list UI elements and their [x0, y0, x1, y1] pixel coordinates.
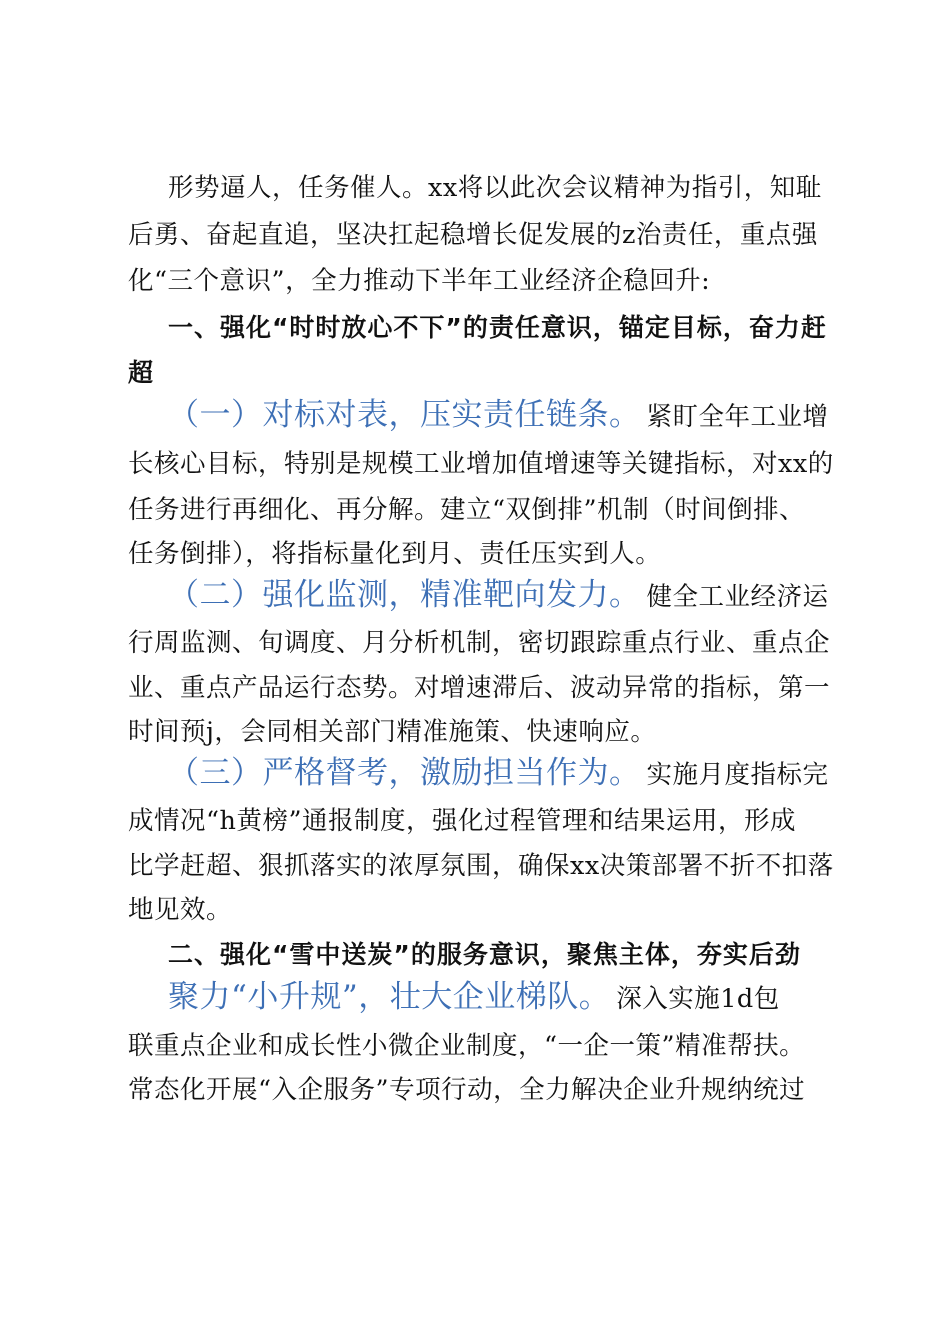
section2-item1-first-line: [168, 980, 780, 1016]
section1-item3-first-line: [168, 756, 829, 792]
section1-item2-line-3: 业、重点产品运行态势。对增速滞后、波动异常的指标，第一: [128, 673, 831, 703]
section1-item3-text-start: 实施月度指标完: [646, 760, 829, 790]
section1-item1-line-3: 任务进行再细化、再分解。建立“双倒排”机制（时间倒排、: [128, 495, 806, 525]
section1-item2-title: （二）强化监测，精准靶向发力: [168, 577, 609, 613]
section1-item3-line-2: 成情况“h黄榜”通报制度，强化过程管理和结果运用，形成: [128, 806, 796, 836]
section1-item2-first-line: [168, 578, 829, 614]
section1-item3-line-3: 比学赶超、狠抓落实的浓厚氛围，确保xx决策部署不折不扣落: [128, 851, 834, 881]
intro-line-2: 后勇、奋起直追，坚决扛起稳增长促发展的z治责任，重点强: [128, 220, 818, 250]
section1-heading-line-1: 一、强化“时时放心不下”的责任意识，锚定目标，奋力赶: [168, 313, 827, 342]
section2-item1-title: 聚力“小升规”，壮大企业梯队: [168, 979, 579, 1015]
section1-item1-first-line: [168, 398, 829, 434]
section2-item1-line-2: 联重点企业和成长性小微企业制度，“一企一策”精准帮扶。: [128, 1031, 806, 1061]
section1-item1-title-end: 。: [609, 397, 641, 433]
section2-item1-text-start: 深入实施1d包: [616, 984, 780, 1014]
section2-item1-title-end: 。: [578, 979, 611, 1015]
section1-item1-title: （一）对标对表，压实责任链条: [168, 397, 609, 433]
section1-item1-text-start: 紧盯全年工业增: [646, 402, 829, 432]
section1-item3-title-end: 。: [609, 755, 641, 791]
section1-item3-line-4: 地见效。: [128, 895, 233, 925]
intro-line-1: 形势逼人，任务催人。xx将以此次会议精神为指引，知耻: [168, 173, 822, 203]
section1-item3-title: （三）严格督考，激励担当作为: [168, 755, 609, 791]
intro-line-3: 化“三个意识”，全力推动下半年工业经济企稳回升:: [128, 266, 711, 296]
section1-item2-line-4: 时间预j，会同相关部门精准施策、快速响应。: [128, 717, 657, 747]
section1-item1-line-2: 长核心目标，特别是规模工业增加值增速等关键指标，对xx的: [128, 449, 834, 479]
section1-item2-line-2: 行周监测、旬调度、月分析机制，密切跟踪重点行业、重点企: [128, 628, 831, 658]
section2-heading: 二、强化“雪中送炭”的服务意识，聚焦主体，夯实后劲: [168, 940, 801, 969]
section1-item2-text-start: 健全工业经济运: [646, 582, 829, 612]
section1-item2-title-end: 。: [609, 577, 641, 613]
section2-item1-line-3: 常态化开展“入企服务”专项行动，全力解决企业升规纳统过: [128, 1075, 806, 1105]
section1-heading-line-2: 超: [128, 358, 155, 387]
section1-item1-line-4: 任务倒排），将指标量化到月、责任压实到人。: [128, 539, 662, 569]
